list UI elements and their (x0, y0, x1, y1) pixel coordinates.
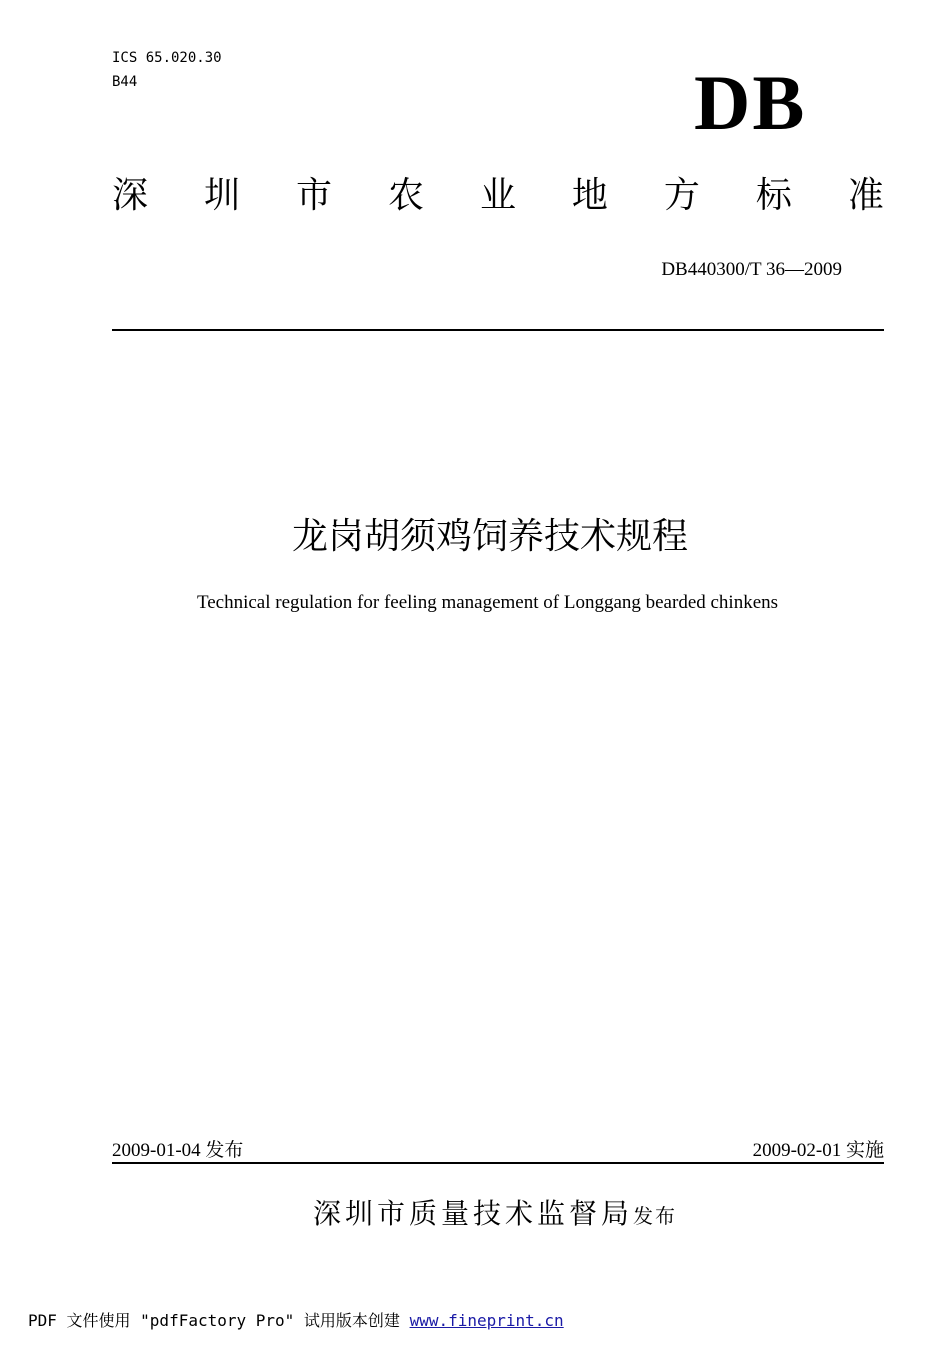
title-chinese: 龙岗胡须鸡饲养技术规程 (291, 516, 688, 557)
issue-date: 2009-01-04 发布 (112, 1140, 244, 1161)
standard-type-char: 业 (479, 175, 516, 216)
standard-type-heading (112, 175, 884, 216)
standard-number: DB440300/T 36—2009 (661, 259, 842, 280)
issuer-organization: 深圳市质量技术监督局 (312, 1197, 633, 1230)
standard-type-char: 圳 (203, 175, 240, 216)
pdf-footer (28, 1308, 564, 1331)
ccs-code: B44 (112, 74, 138, 90)
standard-type-char: 标 (755, 175, 792, 216)
top-divider (112, 329, 884, 331)
implementation-date: 2009-02-01 实施 (752, 1140, 884, 1161)
standard-type-char: 市 (295, 175, 332, 216)
issuer-suffix: 发布 (633, 1204, 677, 1228)
db-logo: DB (694, 59, 807, 146)
issuer (0, 1192, 950, 1232)
footer-link[interactable]: www.fineprint.cn (409, 1311, 564, 1330)
title-english: Technical regulation for feeling management of Longgang bearded chinkens (196, 592, 779, 613)
footer-text: PDF 文件使用 "pdfFactory Pro" 试用版本创建 (28, 1311, 410, 1330)
standard-type-char: 农 (387, 175, 424, 216)
standard-type-char: 方 (663, 175, 700, 216)
bottom-divider (112, 1162, 884, 1164)
standard-type-char: 地 (571, 175, 608, 216)
standard-type-char: 深 (112, 175, 149, 216)
ics-code: ICS 65.020.30 (112, 50, 222, 66)
standard-type-char: 准 (847, 175, 884, 216)
